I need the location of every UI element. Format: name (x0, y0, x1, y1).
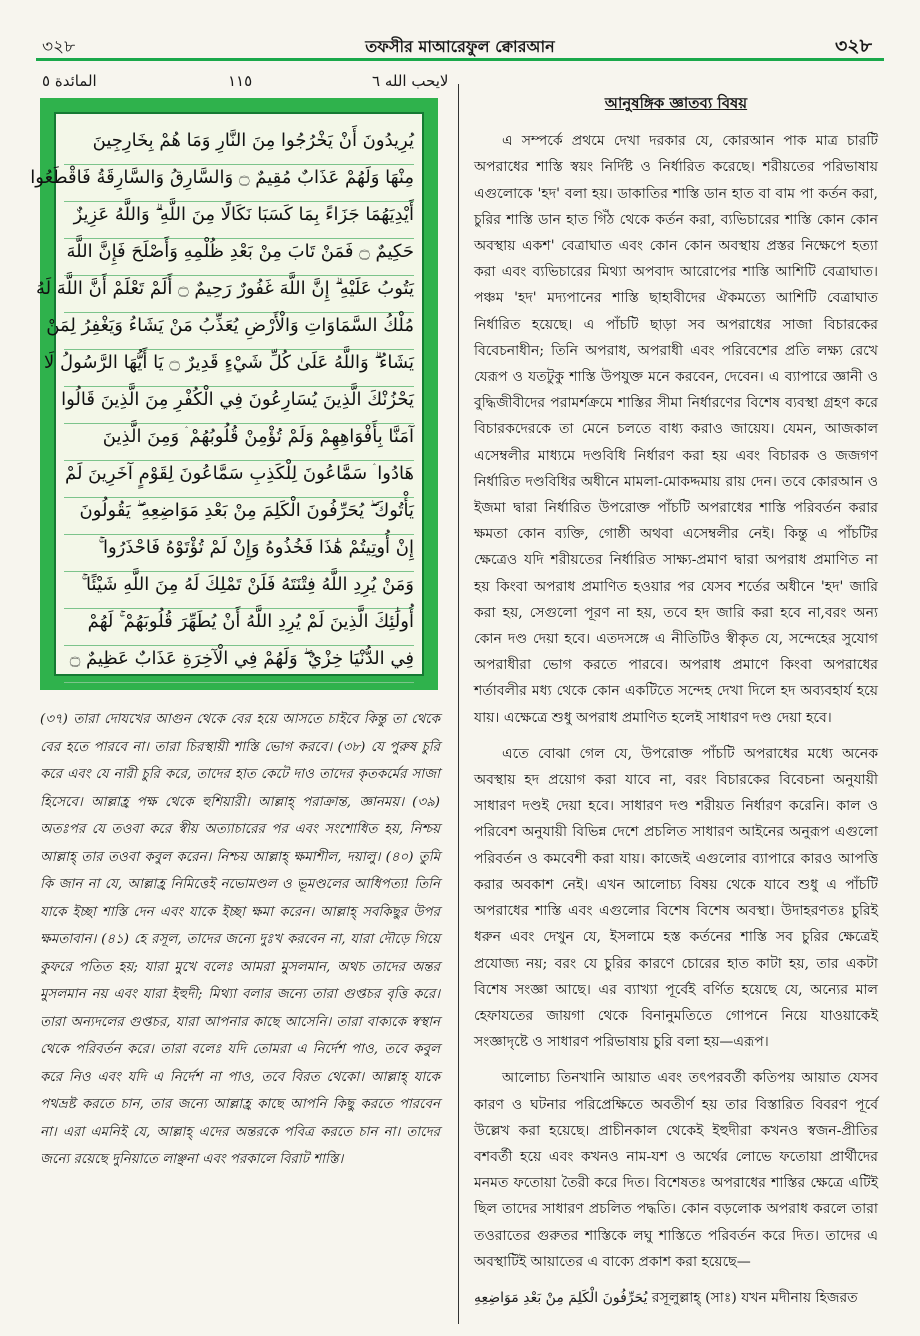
quran-line: يَشَاءُ ۗ وَاللَّهُ عَلَىٰ كُلِّ شَيْءٍ قَدِيرٌ ۝ يَا أَيُّهَا الرَّسُولُ لَا (64, 340, 414, 387)
quran-line: يَأْتُوكَ ۖ يُحَرِّفُونَ الْكَلِمَ مِنْ بَعْدِ مَوَاضِعِهِ ۖ يَقُولُونَ (64, 488, 414, 535)
commentary-paragraph: এ সম্পর্কে প্রথমে দেখা দরকার যে, কোরআন পাক মাত্র চারটি অপরাধের শাস্তি স্বয়ং নির্দিষ্ট ও নির্ধারিত করেছে। শরীয়তের পরিভাষায় এগুলোকে 'হদ' বলা হয়। ডাকাতির শাস্তি ডান হাত বা বাম পা কর্তন করা, চুরির শাস্তি ডান হাত গিঁঠ থেকে কর্তন করা, ব্যভিচারের শাস্তি কোন কোন অবস্থায় একশ' বেত্রাঘাত এবং কোন কোন অবস্থায় প্রস্তর নিক্ষেপে হত্যা করা এবং ব্যভিচারের মিথ্যা অপবাদ আরোপের শাস্তি আশিটি বেত্রাঘাত। পঞ্চম 'হদ' মদ্যপানের শাস্তি ছাহাবীদের ঐকমত্যে আশিটি বেত্রাঘাত নির্ধারিত হয়েছে। এ পাঁচটি ছাড়া সব অপরাধের সাজা বিচারকের বিবেচনাধীন; তিনি অপরাধ, অপরাধী এবং পরিবেশের প্রতি লক্ষ্য রেখে যেরূপ ও যতটুকু শাস্তি উপযুক্ত মনে করবেন, দেবেন। এ ব্যাপারে জ্ঞানী ও বুদ্ধিজীবীদের পরামর্শক্রমে শাস্তির সীমা নির্ধারণের বিশেষ ব্যবস্থা গ্রহণ করে বিচারকদেরকে তা মেনে চলতে বাধ্য করাও জায়েয। যেমন, আজকাল এসেম্বলীর মাধ্যমে দণ্ডবিধি নির্ধারণ করা হয় এবং বিচারক ও জজগণ নির্ধারিত দণ্ডবিধির অধীনে মামলা-মোকদ্দমায় রায় দেন। তবে কোরআন ও ইজমা দ্বারা নির্ধারিত উপরোক্ত পাঁচটি অপরাধের শাস্তি পরিবর্তন করার ক্ষমতা কোন ব্যক্তি, গোষ্ঠী অথবা এসেম্বলীর নেই। কিন্তু এ পাঁচটির ক্ষেত্রেও যদি শরীয়তের নির্ধারিত সাক্ষ্য-প্রমাণ দ্বারা অপরাধ প্রমাণিত না হয় কিংবা অপরাধ প্রমাণিত হওয়ার পর যেসব শর্তের অধীনে 'হদ' জারি করা হয়, সেগুলো পূরণ না হয়, তবে হদ জারি করা হবে না,বরং অন্য কোন দণ্ড দেয়া হবে। এতদসঙ্গে এ নীতিটিও স্বীকৃত যে, সন্দেহের সুযোগ অপরাধীরা ভোগ করতে পারবে। অপরাধ প্রমাণে কিংবা অপরাধের শর্তাবলীর মধ্য থেকে কোন একটিতে সন্দেহ দেখা দিলে হদ অব্যবহার্য হয়ে যায়। এক্ষেত্রে শুধু অপরাধ প্রমাণিত হলেই সাধারণ দণ্ড দেয়া হবে। (474, 133, 878, 726)
translation-column (40, 706, 440, 1174)
page-number-left: ৩২৮ (42, 37, 76, 57)
quran-line: فِي الدُّنْيَا خِزْيٌ ۖ وَلَهُمْ فِي الْآخِرَةِ عَذَابٌ عَظِيمٌ ۝ (64, 636, 414, 683)
book-title: তফসীর মাআরেফুল ক্বোরআন (365, 37, 555, 56)
commentary-paragraph: আলোচ্য তিনখানি আয়াত এবং তৎপরবর্তী কতিপয় আয়াত যেসব কারণ ও ঘটনার পরিপ্রেক্ষিতে অবতীর্ণ হয় তার বিস্তারিত বিবরণ পূর্বে উল্লেখ করা হয়েছে। প্রাচীনকাল থেকেই ইহুদীরা কখনও স্বজন-প্রীতির বশবর্তী হয়ে এবং কখনও নাম-যশ ও অর্থের লোভে ফতোয়া প্রার্থীদের মনমত ফতোয়া তৈরী করে দিত। বিশেষতঃ অপরাধের শাস্তির ক্ষেত্রে এটিই ছিল তাদের সাধারণ প্রচলিত পদ্ধতি। কোন বড়লোক অপরাধ করলে তারা তওরাতের গুরুতর শাস্তিকে লঘু শাস্তিতে পরিবর্তন করে দিত। তাদের এ অবস্থাটিই আয়াতের এ বাক্যে প্রকাশ করা হয়েছে— (474, 1070, 878, 1270)
quran-line: هَادُوا ۛ سَمَّاعُونَ لِلْكَذِبِ سَمَّاعُونَ لِقَوْمٍ آخَرِينَ لَمْ (64, 451, 414, 498)
inline-arabic-quote: يُحَرِّفُونَ الْكَلِمَ مِنْ بَعْدِ مَوَاضِعِهِ (474, 1289, 648, 1306)
commentary-last-line (474, 1285, 878, 1311)
quran-line: مِنْهَا وَلَهُمْ عَذَابٌ مُقِيمٌ ۝ وَالسَّارِقُ وَالسَّارِقَةُ فَاقْطَعُوا (64, 155, 414, 202)
quran-line: يُرِيدُونَ أَنْ يَخْرُجُوا مِنَ النَّارِ وَمَا هُمْ بِخَارِجِينَ (64, 118, 414, 165)
quran-line: إِنْ أُوتِيتُمْ هَٰذَا فَخُذُوهُ وَإِنْ لَمْ تُؤْتَوْهُ فَاحْذَرُوا ۚ (64, 525, 414, 572)
surah-label: المائدة ٥ (42, 72, 97, 90)
page-number-right: ৩২৮ (834, 35, 872, 57)
quran-line: أَيْدِيَهُمَا جَزَاءً بِمَا كَسَبَا نَكَالًا مِنَ اللَّهِ ۗ وَاللَّهُ عَزِيزٌ (64, 192, 414, 239)
quran-line: آمَنَّا بِأَفْوَاهِهِمْ وَلَمْ تُؤْمِنْ قُلُوبُهُمْ ۛ وَمِنَ الَّذِينَ (64, 414, 414, 461)
quran-line: يَحْزُنْكَ الَّذِينَ يُسَارِعُونَ فِي الْكُفْرِ مِنَ الَّذِينَ قَالُوا (64, 377, 414, 424)
quran-frame (30, 98, 438, 690)
header-rule (36, 58, 884, 61)
quran-line: مُلْكُ السَّمَاوَاتِ وَالْأَرْضِ يُعَذِّبُ مَنْ يَشَاءُ وَيَغْفِرُ لِمَنْ (64, 303, 414, 350)
continuation-text: রসূলুল্লাহ্ (সাঃ) যখন মদীনায় হিজরত (651, 1289, 858, 1306)
translation-text: (৩৭) তারা দোযখের আগুন থেকে বের হয়ে আসতে চাইবে কিন্তু তা থেকে বের হতে পারবে না। তারা চিরস্থায়ী শাস্তি ভোগ করবে। (৩৮) যে পুরুষ চুরি করে এবং যে নারী চুরি করে, তাদের হাত কেটে দাও তাদের কৃতকর্মের সাজা হিসেবে। আল্লাহ্র পক্ষ থেকে হুশিয়ারী। আল্লাহ্ পরাক্রান্ত, জ্ঞানময়। (৩৯) অতঃপর যে তওবা করে স্বীয় অত্যাচারের পর এবং সংশোধিত হয়, নিশ্চয় আল্লাহ্ তার তওবা কবুল করেন। নিশ্চয় আল্লাহ্ ক্ষমাশীল, দয়ালু। (৪০) তুমি কি জান না যে, আল্লাহ্র নিমিত্তেই নভোমণ্ডল ও ভূমণ্ডলের আধিপত্য! তিনি যাকে ইচ্ছা শাস্তি দেন এবং যাকে ইচ্ছা ক্ষমা করেন। আল্লাহ্ সবকিছুর উপর ক্ষমতাবান। (৪১) হে রসূল, তাদের জন্যে দুঃখ করবেন না, যারা দৌড়ে গিয়ে কুফরে পতিত হয়; যারা মুখে বলেঃ আমরা মুসলমান, অথচ তাদের অন্তর মুসলমান নয় এবং যারা ইহুদী; মিথ্যা বলার জন্যে তারা গুপ্তচর বৃত্তি করে। তারা অন্যদলের গুপ্তচর, যারা আপনার কাছে আসেনি। তারা বাক্যকে স্বস্থান থেকে পরিবর্তন করে। তারা বলেঃ যদি তোমরা এ নির্দেশ পাও, তবে কবুল করে নিও এবং যদি এ নির্দেশ না পাও, তবে বিরত থেকো। আল্লাহ্ যাকে পথভ্রষ্ট করতে চান, তার জন্যে আল্লাহ্র কাছে আপনি কিছু করতে পারবেন না। এরা এমনিই যে, আল্লাহ্ এদের অন্তরকে পবিত্র করতে চান না। তাদের জন্যে রয়েছে দুনিয়াতে লাঞ্ছনা এবং পরকালে বিরাট শাস্তি। (40, 712, 440, 1167)
commentary-column (474, 90, 878, 1311)
quran-text-panel (30, 112, 424, 676)
juz-label: لايحب الله ٦ (372, 72, 449, 90)
commentary-heading: আনুষঙ্গিক জ্ঞাতব্য বিষয় (604, 94, 748, 112)
page-header (0, 0, 920, 60)
column-divider (458, 84, 459, 1324)
quran-line: وَمَنْ يُرِدِ اللَّهُ فِتْنَتَهُ فَلَنْ تَمْلِكَ لَهُ مِنَ اللَّهِ شَيْئًا ۚ (64, 562, 414, 609)
quran-line: يَتُوبُ عَلَيْهِ ۗ إِنَّ اللَّهَ غَفُورٌ رَحِيمٌ ۝ أَلَمْ تَعْلَمْ أَنَّ اللَّهَ لَهُ (64, 266, 414, 313)
quran-line: أُولَٰئِكَ الَّذِينَ لَمْ يُرِدِ اللَّهُ أَنْ يُطَهِّرَ قُلُوبَهُمْ ۚ لَهُمْ (64, 599, 414, 646)
quran-line: حَكِيمٌ ۝ فَمَنْ تَابَ مِنْ بَعْدِ ظُلْمِهِ وَأَصْلَحَ فَإِنَّ اللَّهَ (64, 229, 414, 276)
mushaf-page-number: ١١٥ (228, 72, 253, 90)
commentary-paragraph: এতে বোঝা গেল যে, উপরোক্ত পাঁচটি অপরাধের মধ্যে অনেক অবস্থায় হদ প্রয়োগ করা যাবে না, বরং বিচারকের বিবেচনা অনুযায়ী সাধারণ দণ্ডই দেয়া হবে। সাধারণ দণ্ড শরীয়ত নির্ধারণ করেনি। কাল ও পরিবেশ অনুযায়ী বিভিন্ন দেশে প্রচলিত সাধারণ আইনের অনুরূপ এগুলো পরিবর্তন ও কমবেশী করা যায়। কাজেই এগুলোর ব্যাপারে কারও আপত্তি করার অবকাশ নেই। এখন আলোচ্য বিষয় থেকে যাবে শুধু এ পাঁচটি অপরাধের শাস্তি এবং এগুলোর বিশেষ বিশেষ অবস্থা। উদাহরণতঃ চুরিই ধরুন এবং দেখুন যে, ইসলামে হস্ত কর্তনের শাস্তি সব চুরির ক্ষেত্রেই প্রযোজ্য নয়; বরং যে চুরির কারণে চোরের হাত কাটা হয়, তার একটা বিশেষ সংজ্ঞা আছে। এর ব্যাখ্যা পূর্বেই বর্ণিত হয়েছে যে, অন্যের মাল হেফাযতের জায়গা থেকে বিনানুমতিতে গোপনে নিয়ে যাওয়াকেই সংজ্ঞাদৃষ্টে ও সাধারণ পরিভাষায় চুরি বলা হয়—এরূপ। (474, 745, 878, 1051)
